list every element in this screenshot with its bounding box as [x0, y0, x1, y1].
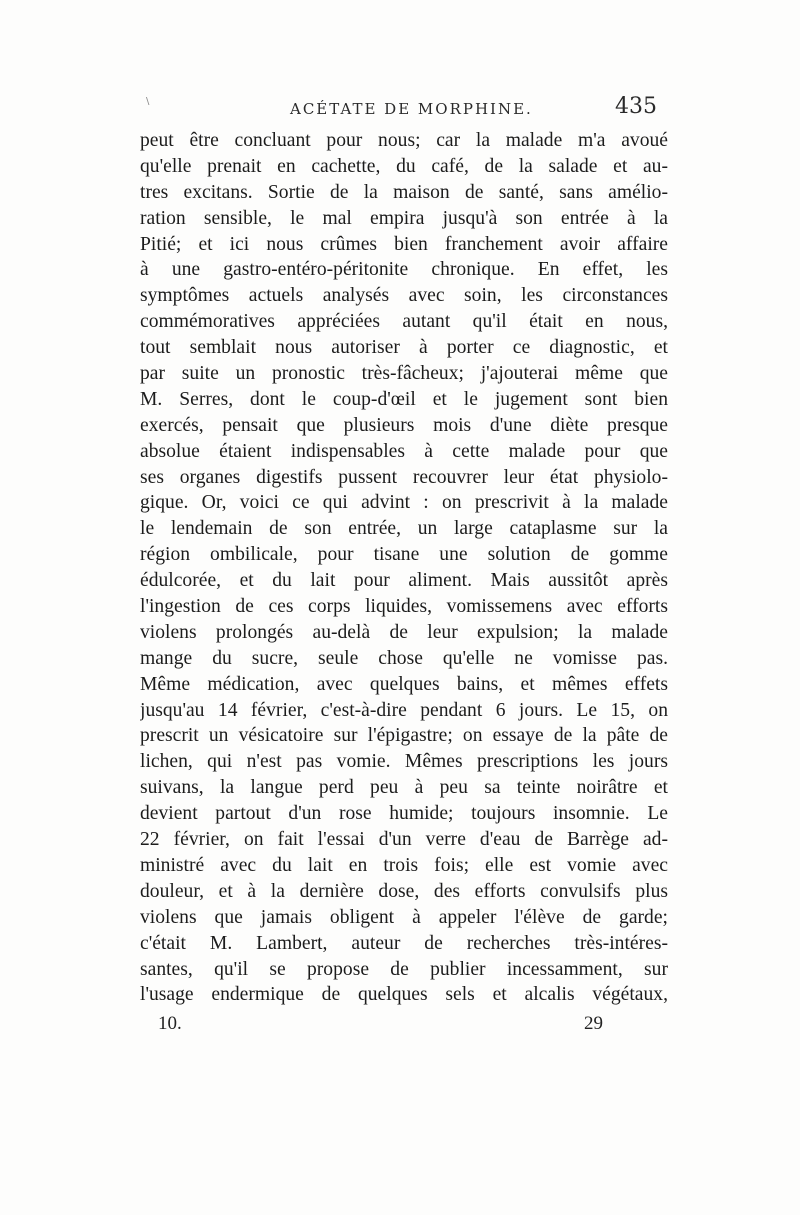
text-line: mange du sucre, seule chose qu'elle ne vomisse pas. — [140, 647, 668, 669]
page-header — [140, 92, 665, 124]
text-line: le lendemain de son entrée, un large cataplasme sur la — [140, 518, 668, 540]
text-line: gique. Or, voici ce qui advint : on prescrivit à la malade — [140, 492, 668, 514]
text-line: devient partout d'un rose humide; toujours insomnie. Le — [140, 803, 668, 825]
text-line: 22 février, on fait l'essai d'un verre d'eau de Barrège ad- — [140, 829, 668, 851]
text-line: M. Serres, dont le coup-d'œil et le jugement sont bien — [140, 388, 668, 410]
text-line: violens prolongés au-delà de leur expulsion; la malade — [140, 621, 668, 643]
page-number: 435 — [615, 94, 657, 119]
body-text — [140, 128, 668, 1008]
page-footer — [158, 1013, 603, 1043]
text-line: jusqu'au 14 février, c'est-à-dire pendant 6 jours. Le 15, on — [140, 699, 668, 721]
text-line: l'usage endermique de quelques sels et alcalis végétaux, — [140, 984, 668, 1006]
text-line: tout semblait nous autoriser à porter ce diagnostic, et — [140, 337, 668, 359]
text-line: qu'elle prenait en cachette, du café, de la salade et au- — [140, 155, 668, 177]
text-line: symptômes actuels analysés avec soin, les circonstances — [140, 285, 668, 307]
text-line: absolue étaient indispensables à cette malade pour que — [140, 440, 668, 462]
text-line: à une gastro-entéro-péritonite chronique. En effet, les — [140, 259, 668, 281]
text-line: lichen, qui n'est pas vomie. Mêmes prescriptions les jours — [140, 751, 668, 773]
margin-mark: \ — [146, 96, 150, 107]
text-line: suivans, la langue perd peu à peu sa teinte noirâtre et — [140, 777, 668, 799]
text-line: c'était M. Lambert, auteur de recherches très-intéres- — [140, 932, 668, 954]
text-line: exercés, pensait que plusieurs mois d'une diète presque — [140, 414, 668, 436]
text-line: l'ingestion de ces corps liquides, vomissemens avec efforts — [140, 596, 668, 618]
signature-mark: 29 — [584, 1013, 603, 1034]
text-line: tres excitans. Sortie de la maison de santé, sans amélio- — [140, 181, 668, 203]
text-line: ses organes digestifs pussent recouvrer leur état physiolo- — [140, 466, 668, 488]
text-line: ration sensible, le mal empira jusqu'à son entrée à la — [140, 207, 668, 229]
text-line: peut être concluant pour nous; car la malade m'a avoué — [140, 130, 668, 151]
running-head: ACÉTATE DE MORPHINE. — [290, 100, 533, 118]
text-line: santes, qu'il se propose de publier incessamment, sur — [140, 958, 668, 980]
text-line: par suite un pronostic très-fâcheux; j'ajouterai même que — [140, 363, 668, 385]
text-line: douleur, et à la dernière dose, des efforts convulsifs plus — [140, 880, 668, 902]
text-line: violens que jamais obligent à appeler l'élève de garde; — [140, 906, 668, 928]
text-line: prescrit un vésicatoire sur l'épigastre; on essaye de la pâte de — [140, 725, 668, 747]
text-line: Même médication, avec quelques bains, et mêmes effets — [140, 673, 668, 695]
text-line: ministré avec du lait en trois fois; elle est vomie avec — [140, 854, 668, 876]
volume-number: 10. — [158, 1013, 182, 1034]
text-line: région ombilicale, pour tisane une solution de gomme — [140, 544, 668, 566]
text-line: commémoratives appréciées autant qu'il était en nous, — [140, 311, 668, 333]
text-line: Pitié; et ici nous crûmes bien franchement avoir affaire — [140, 233, 668, 255]
text-line: édulcorée, et du lait pour aliment. Mais aussitôt après — [140, 570, 668, 592]
